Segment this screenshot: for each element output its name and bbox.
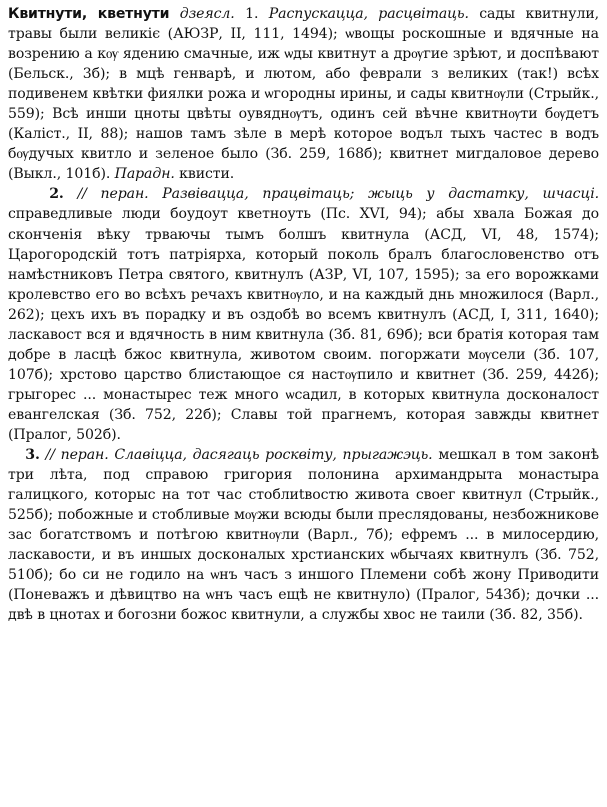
- sense-1-tail-word: квисти.: [179, 166, 235, 183]
- sense-2: [8, 184, 599, 445]
- sense-1-citations: сады квитнули, травы были великіє (АЮЗР, II, 111, 1494); ѡвощы роскошные и вдячные на вoзрению а кѹ ядению смачные, иж ѡды квитнут а дрѹгие зрѣют, и доспѣвают (Бельск., 3б); в мцѣ генварѣ, и лютом, або феврали з великих (так!) всѣх подивенем квѣтки фиялки рожа и ѡгородны ирины, и сады квитнѹли (Стрыйк., 559); Всѣ инши цноты цвѣты оувяднѹтъ, одинъ сей вѣчне квитнѹти бѹдетъ (Каліст., II, 88); нашов тамъ зѣле в мерѣ которое водъл тыхъ частес в водъ бѹдучых квитло и зеленое было (Зб. 259, 168б); квитнет мигдаловое дерево (Выкл., 101б).: [8, 6, 599, 183]
- sense-3: [8, 445, 599, 625]
- headword: Квитнути, кветнути: [8, 6, 170, 22]
- part-of-speech: дзеясл.: [179, 6, 235, 22]
- sense-3-number: 3.: [25, 447, 40, 464]
- sense-2-citations: справедливые люди боудоут кветноуть (Пс. XVI, 94); абы хвала Божая до сконченія вѣку трваючы тымъ болшъ квитнула (АСД, VI, 48, 1574); Царогородскій тотъ патріярха, который поколь бралъ благословенство отъ намѣстниковъ Петра святого, квитнулъ (АЗР, VI, 107, 1595); за его ворожками кролевство его во всѣхъ речахъ квитнѹло, и на каждый днь множилося (Варл., 262); цехъ ихъ въ порадку и въ оздобѣ во всемъ квитнулъ (АСД, I, 311, 1640); ласкавост вся и вдячность в ним квитнула (Зб. 81, 69б); вси братія которая там добре в ласцѣ бжос квитнула, животом своим. погоржати мѹсели (Зб. 107, 107б); хрстово царство блистающое ся настѹпило и квитнет (Зб. 259, 442б); грыгорес ... монастырес теж много ѡсадил, в которых квитнула досконалост евангелская (Зб. 752, 22б); Славы той прагнемъ, которая завжды квитнет (Пралог, 502б).: [8, 206, 599, 443]
- sense-2-gloss: // перан. Развівацца, працвітаць; жыць у дастатку, шчасці.: [77, 186, 599, 203]
- sense-1-tail-label: Парадн.: [114, 166, 175, 183]
- sense-3-citations: мешкал в том законѣ три лѣта, под справою григория полонина архимандрыта монастыра галицкого, которыс на тот час стоблиtвостю живота своег квитнул (Стрыйк., 525б); побожные и стобливые мѹжи всюды были преслядованы, незбожникове зас богатствомъ и потѣгою квитнѹли (Варл., 7б); ефремъ ... в милосердию, ласкавости, и въ иншых досконалых хрстианских ѡбычаях квитнулъ (Зб. 752, 510б); бо си не годило на ѡнъ часъ з иншого Племени собѣ жону Приводити (Поневажъ и дѣвицтво на ѡнъ часъ ещѣ не квитнуло) (Пралог, 543б); дочки ... двѣ в цнотах и богозни божос квитнули, а службы хвос не таили (Зб. 82, 35б).: [8, 447, 600, 624]
- sense-1: [8, 4, 599, 184]
- sense-1-gloss: Распускацца, расцвітаць.: [268, 6, 469, 22]
- sense-2-number: 2.: [49, 186, 64, 203]
- sense-1-number: 1.: [245, 6, 259, 22]
- sense-3-gloss: // перан. Славіцца, дасягаць росквіту, прыгажэць.: [45, 447, 433, 464]
